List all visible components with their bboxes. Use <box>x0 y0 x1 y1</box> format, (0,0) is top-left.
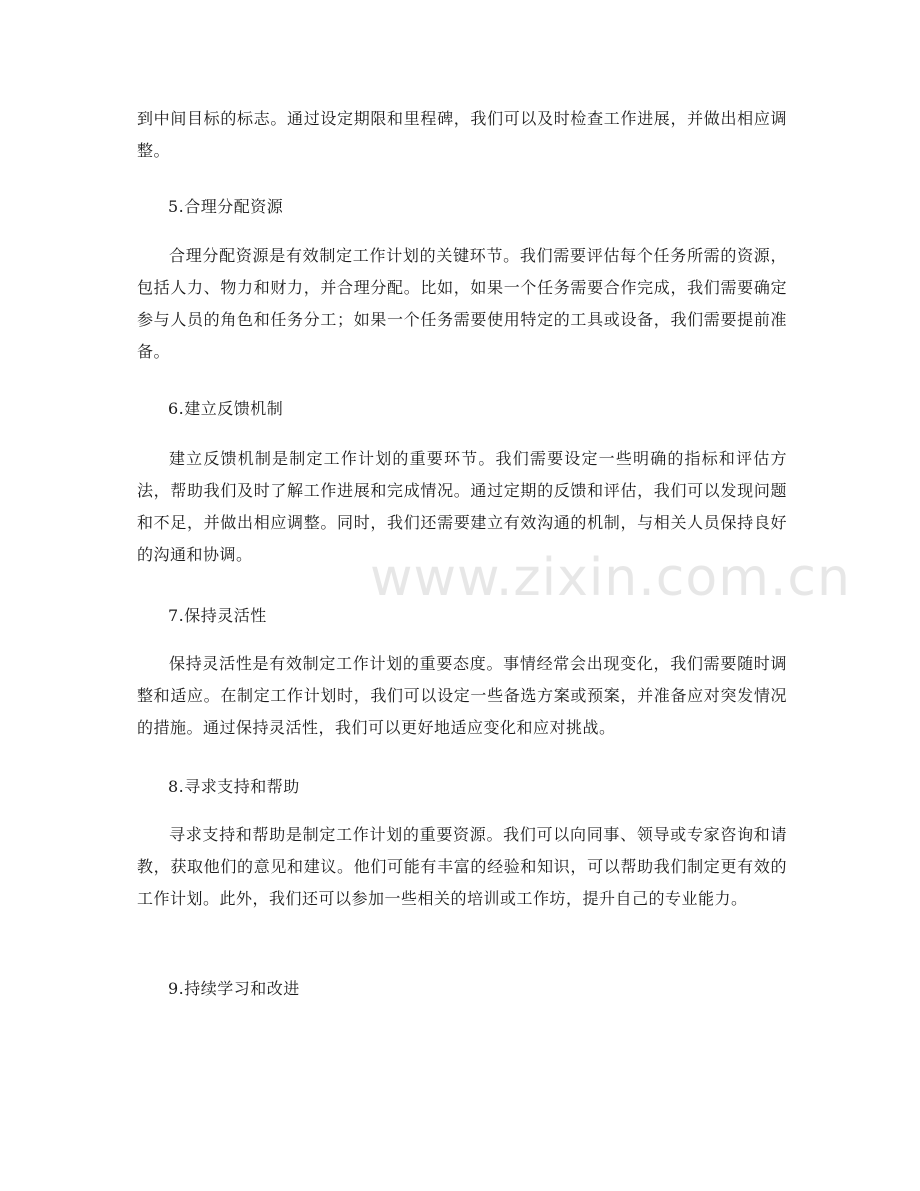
section-body-6: 建立反馈机制是制定工作计划的重要环节。我们需要设定一些明确的指标和评估方法，帮助我们及时了解工作进展和完成情况。通过定期的反馈和评估，我们可以发现问题和不足，并做出相应调整。同时，我们还需要建立有效沟通的机制，与相关人员保持良好的沟通和协调。 <box>137 449 787 564</box>
section-heading-5: 5.合理分配资源 <box>168 197 284 216</box>
watermark-text: www.zixin.com.cn <box>370 548 851 608</box>
section-body-8: 寻求支持和帮助是制定工作计划的重要资源。我们可以向同事、领导或专家咨询和请教，获取他们的意见和建议。他们可能有丰富的经验和知识，可以帮助我们制定更有效的工作计划。此外，我们还可以参加一些相关的培训或工作坊，提升自己的专业能力。 <box>137 825 787 908</box>
section-heading-8: 8.寻求支持和帮助 <box>168 777 300 796</box>
section-heading-9: 9.持续学习和改进 <box>168 979 300 998</box>
section-body-5: 合理分配资源是有效制定工作计划的关键环节。我们需要评估每个任务所需的资源，包括人力、物力和财力，并合理分配。比如，如果一个任务需要合作完成，我们需要确定参与人员的角色和任务分工；如果一个任务需要使用特定的工具或设备，我们需要提前准备。 <box>137 246 787 361</box>
section-heading-7: 7.保持灵活性 <box>168 606 267 625</box>
section-heading-6: 6.建立反馈机制 <box>168 399 284 418</box>
intro-paragraph: 到中间目标的标志。通过设定期限和里程碑，我们可以及时检查工作进展，并做出相应调整。 <box>137 109 787 160</box>
section-body-7: 保持灵活性是有效制定工作计划的重要态度。事情经常会出现变化，我们需要随时调整和适应。在制定工作计划时，我们可以设定一些备选方案或预案，并准备应对突发情况的措施。通过保持灵活性，我们可以更好地适应变化和应对挑战。 <box>137 654 787 737</box>
